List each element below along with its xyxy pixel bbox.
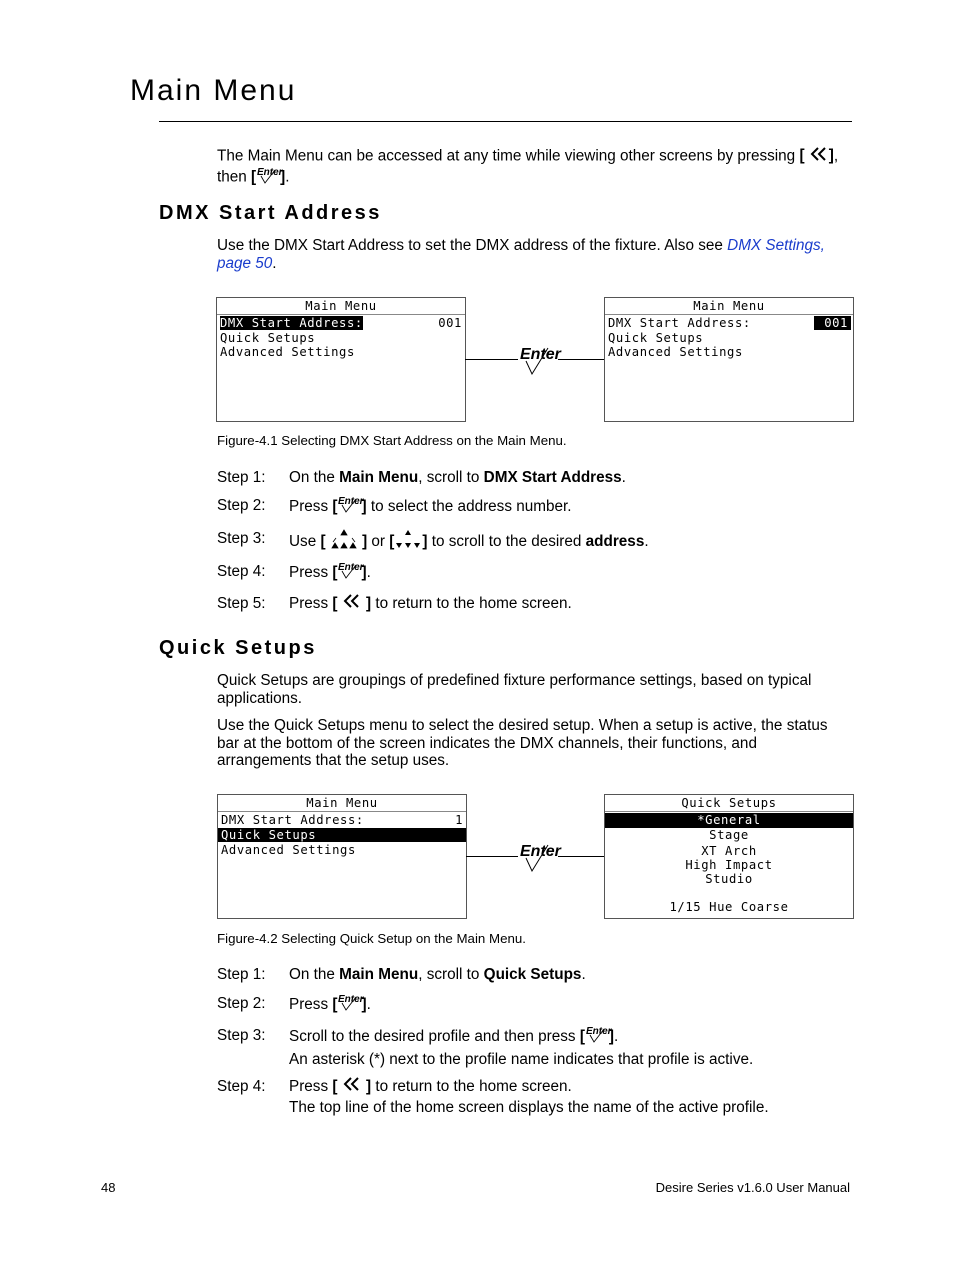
dmx-paragraph-text: Use the DMX Start Address to set the DMX address of the fixture. Also see <box>217 237 728 254</box>
lcd-screen-main-menu <box>217 794 467 919</box>
enter-key-icon <box>337 495 365 519</box>
intro-text: , <box>833 147 839 165</box>
back-key-icon <box>809 147 829 166</box>
connector-line <box>466 856 518 857</box>
svg-text:Enter: Enter <box>585 1026 612 1037</box>
bracket: [ <box>251 167 257 185</box>
figure-caption: Figure-4.1 Selecting DMX Start Address on the Main Menu. <box>217 433 567 448</box>
lcd-screen-quick-setups <box>604 794 854 919</box>
enter-label: Enter <box>520 346 561 363</box>
manual-title: Desire Series v1.6.0 User Manual <box>655 1180 850 1195</box>
step-text: Scroll to the desired profile and then press [ Enter ]. An asterisk (*) next to the profile name indicates that profile is active. <box>289 1026 754 1068</box>
step-text: Use [ ] or [ ] to scroll to the desired address. <box>289 528 649 556</box>
step-number: Step 2: <box>217 497 266 514</box>
quick-paragraph-2: Use the Quick Setups menu to select the desired setup. When a setup is active, the status bar at the bottom of the screen indicates the DMX channels, their functions, and arrangements that the setup uses. <box>217 717 828 769</box>
lcd-line-dmx-address <box>220 316 363 330</box>
step-number: Step 5: <box>217 595 266 612</box>
down-arrows-icon <box>394 528 422 556</box>
lcd-address-value-selected: 001 <box>814 316 851 330</box>
intro-text: . <box>285 167 290 185</box>
enter-key-icon <box>256 166 283 189</box>
enter-key-icon <box>337 561 365 585</box>
connector-line <box>558 856 604 857</box>
bracket: ] <box>828 147 834 165</box>
dmx-settings-link[interactable]: DMX Settings, page 50 <box>217 237 825 272</box>
page-number: 48 <box>101 1180 116 1195</box>
dmx-paragraph-text: . <box>272 254 277 272</box>
lcd-selected-item: DMX Start Address: <box>220 316 363 330</box>
step-text: Press [ ] to return to the home screen. <box>289 593 572 614</box>
step-text: Press [ Enter ] to select the address number. <box>289 495 572 519</box>
lcd-line-advanced-settings: Advanced Settings <box>221 843 356 857</box>
lcd-setup-item: XT Arch <box>701 844 757 858</box>
step-number: Step 1: <box>217 966 266 983</box>
svg-text:Enter: Enter <box>338 562 365 573</box>
lcd-selected-setup: *General <box>605 813 853 828</box>
step-number: Step 4: <box>217 1078 266 1095</box>
lcd-title: Quick Setups <box>681 796 777 810</box>
lcd-setup-item: High Impact <box>685 858 773 872</box>
back-key-icon <box>342 593 362 614</box>
title-rule <box>159 121 852 122</box>
step-text: Press [ ] to return to the home screen. The top line of the home screen displays the name of the active profile. <box>289 1078 769 1117</box>
section-heading-quick-setups: Quick Setups <box>159 637 317 659</box>
dmx-paragraph <box>217 237 853 272</box>
lcd-title: Main Menu <box>305 299 377 313</box>
lcd-status-bar: 1/15 Hue Coarse <box>669 900 789 914</box>
lcd-line-dmx-address: DMX Start Address: <box>608 316 751 330</box>
connector-line <box>465 359 518 360</box>
step-number: Step 2: <box>217 995 266 1012</box>
enter-label: Enter <box>520 843 561 860</box>
svg-text:Enter: Enter <box>338 994 365 1005</box>
enter-key-icon <box>518 342 560 381</box>
back-key-icon <box>342 1076 362 1097</box>
quick-paragraph-1: Quick Setups are groupings of predefined fixture performance settings, based on typical applications. <box>217 672 812 707</box>
lcd-title: Main Menu <box>693 299 765 313</box>
page-title: Main Menu <box>130 74 297 107</box>
step-text: Press [ Enter ]. <box>289 561 371 585</box>
bracket: [ <box>799 147 805 165</box>
figure-caption: Figure-4.2 Selecting Quick Setup on the Main Menu. <box>217 931 526 946</box>
lcd-screen-address-edit <box>604 297 854 422</box>
lcd-line-advanced-settings: Advanced Settings <box>220 345 355 359</box>
intro-text: The Main Menu can be accessed at any time while viewing other screens by pressing <box>217 147 800 165</box>
enter-key-icon <box>518 839 560 878</box>
connector-line <box>558 359 604 360</box>
lcd-address-value: 001 <box>438 316 462 330</box>
lcd-line-quick-setups: Quick Setups <box>220 331 316 345</box>
bracket: ] <box>280 167 286 185</box>
lcd-line-quick-setups: Quick Setups <box>608 331 704 345</box>
enter-key-icon <box>585 1025 612 1049</box>
lcd-screen-main-menu <box>216 297 466 422</box>
step-number: Step 3: <box>217 530 266 547</box>
lcd-address-value: 1 <box>455 813 463 827</box>
step-number: Step 3: <box>217 1027 266 1044</box>
lcd-line-advanced-settings: Advanced Settings <box>608 345 743 359</box>
up-arrows-icon <box>330 528 358 556</box>
intro-paragraph <box>217 147 853 188</box>
lcd-setup-item: Studio <box>705 872 753 886</box>
step-number: Step 4: <box>217 563 266 580</box>
section-heading-dmx: DMX Start Address <box>159 202 382 224</box>
lcd-line-quick-setups-selected: Quick Setups <box>218 828 466 842</box>
intro-text: then <box>217 167 252 185</box>
step-number: Step 1: <box>217 469 266 486</box>
step-text: Press [ Enter ]. <box>289 993 371 1017</box>
lcd-setup-item: Stage <box>709 828 749 842</box>
step-text: On the Main Menu, scroll to Quick Setups. <box>289 966 586 983</box>
svg-text:Enter: Enter <box>257 166 283 178</box>
svg-text:Enter: Enter <box>338 496 365 507</box>
lcd-title: Main Menu <box>306 796 378 810</box>
lcd-line-dmx-address: DMX Start Address: <box>221 813 364 827</box>
enter-key-icon <box>337 993 365 1017</box>
step-text: On the Main Menu, scroll to DMX Start Address. <box>289 469 626 486</box>
